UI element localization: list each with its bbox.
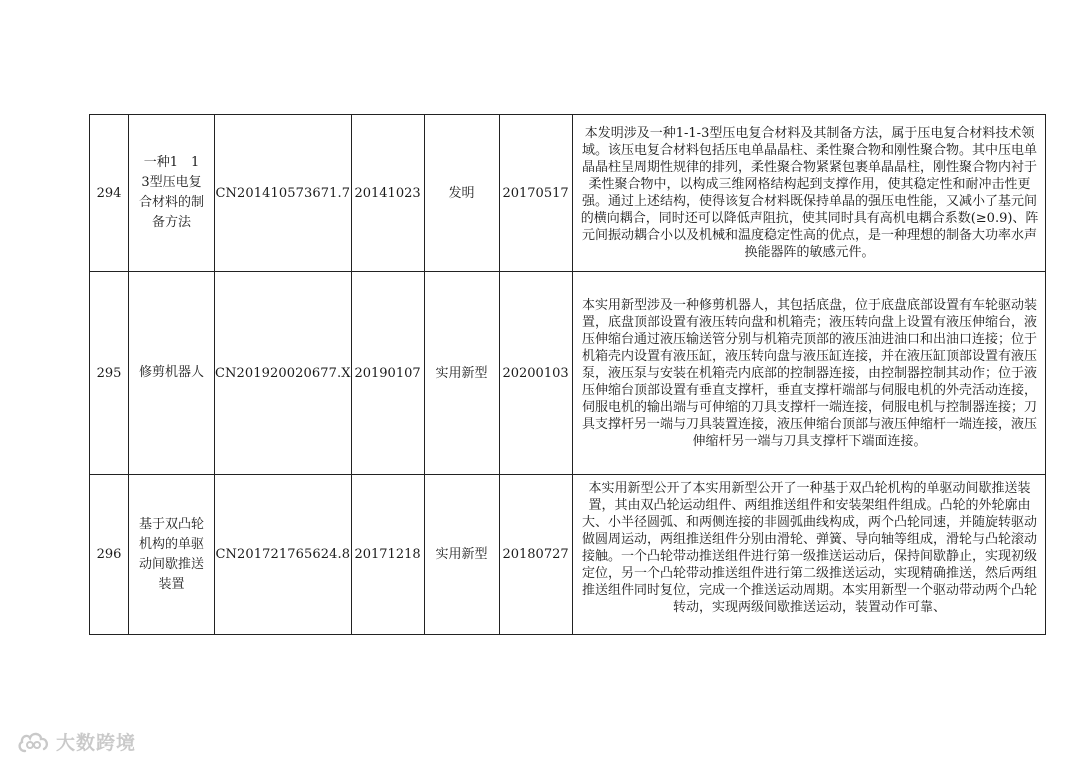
row-number: 294 (90, 115, 129, 272)
table-row (90, 272, 1046, 475)
patent-table (89, 114, 1046, 635)
application-number: CN201721765624.8 (215, 475, 352, 635)
patent-name: 基于双凸轮机构的单驱动间歇推送装置 (129, 475, 215, 635)
patent-abstract: 本实用新型公开了本实用新型公开了一种基于双凸轮机构的单驱动间歇推送装置，其由双凸轮运动组件、两组推送组件和安装架组件组成。凸轮的外轮廓由大、小半径圆弧、和两侧连接的非圆弧曲线构成，两个凸轮同速，并随旋转驱动做圆周运动，两组推送组件分别由滑轮、弹簧、导向轴等组成，滑轮与凸轮滚动接触。一个凸轮带动推送组件进行第一级推送运动后，保持间歇静止，实现初级定位，另一个凸轮带动推送组件进行第二级推送运动，实现精确推送，然后两组推送组件同时复位，完成一个推送运动周期。本实用新型一个驱动带动两个凸轮转动，实现两级间歇推送运动，装置动作可靠、 (582, 480, 1038, 615)
patent-type: 实用新型 (424, 475, 499, 635)
publication-date: 20200103 (499, 272, 572, 475)
patent-type: 实用新型 (424, 272, 499, 475)
application-date: 20171218 (351, 475, 424, 635)
patent-abstract: 本实用新型涉及一种修剪机器人，其包括底盘，位于底盘底部设置有车轮驱动装置，底盘顶部设置有液压转向盘和机箱壳；液压转向盘上设置有液压伸缩台，液压伸缩台通过液压输送管分别与机箱壳顶部的液压油进油口和出油口连接；位于机箱壳内设置有液压缸，液压转向盘与液压缸连接，并在液压缸顶部设置有液压泵，液压泵与安装在机箱壳内底部的控制器连接，由控制器控制其动作；位于液压伸缩台顶部设置有垂直支撑杆，垂直支撑杆端部与伺服电机的外壳活动连接，伺服电机的输出端与可伸缩的刀具支撑杆一端连接，伺服电机与控制器连接；刀具支撑杆另一端与刀具装置连接，液压伸缩台顶部与液压伸缩杆一端连接，液压伸缩杆另一端与刀具支撑杆下端面连接。 (572, 272, 1045, 475)
row-number: 296 (90, 475, 129, 635)
application-number: CN201920020677.X (215, 272, 352, 475)
publication-date: 20180727 (499, 475, 572, 635)
patent-abstract: 本发明涉及一种1-1-3型压电复合材料及其制备方法，属于压电复合材料技术领域。该压电复合材料包括压电单晶晶柱、柔性聚合物和刚性聚合物。其中压电单晶晶柱呈周期性规律的排列，柔性聚合物紧紧包裹单晶晶柱，刚性聚合物内衬于柔性聚合物中，以构成三维网格结构起到支撑作用，使其稳定性和耐冲击性更强。通过上述结构，使得该复合材料既保持单晶的强压电性能，又减小了基元间的横向耦合，同时还可以降低声阻抗，使其同时具有高机电耦合系数(≥0.9)、阵元间振动耦合小以及机械和温度稳定性高的优点，是一种理想的制备大功率水声换能器阵的敏感元件。 (572, 115, 1045, 272)
table-row (90, 475, 1046, 635)
row-number: 295 (90, 272, 129, 475)
watermark-text: 大数跨境 (56, 732, 137, 754)
patent-type: 发明 (424, 115, 499, 272)
patent-name: 修剪机器人 (129, 272, 215, 475)
patent-abstract-cell (572, 475, 1045, 635)
table-row (90, 115, 1046, 272)
watermark (16, 728, 136, 755)
application-date: 20141023 (351, 115, 424, 272)
patent-name: 一种1 1 3型压电复合材料的制备方法 (129, 115, 215, 272)
publication-date: 20170517 (499, 115, 572, 272)
application-number: CN201410573671.7 (215, 115, 352, 272)
application-date: 20190107 (351, 272, 424, 475)
cloud-logo-icon (16, 729, 50, 755)
